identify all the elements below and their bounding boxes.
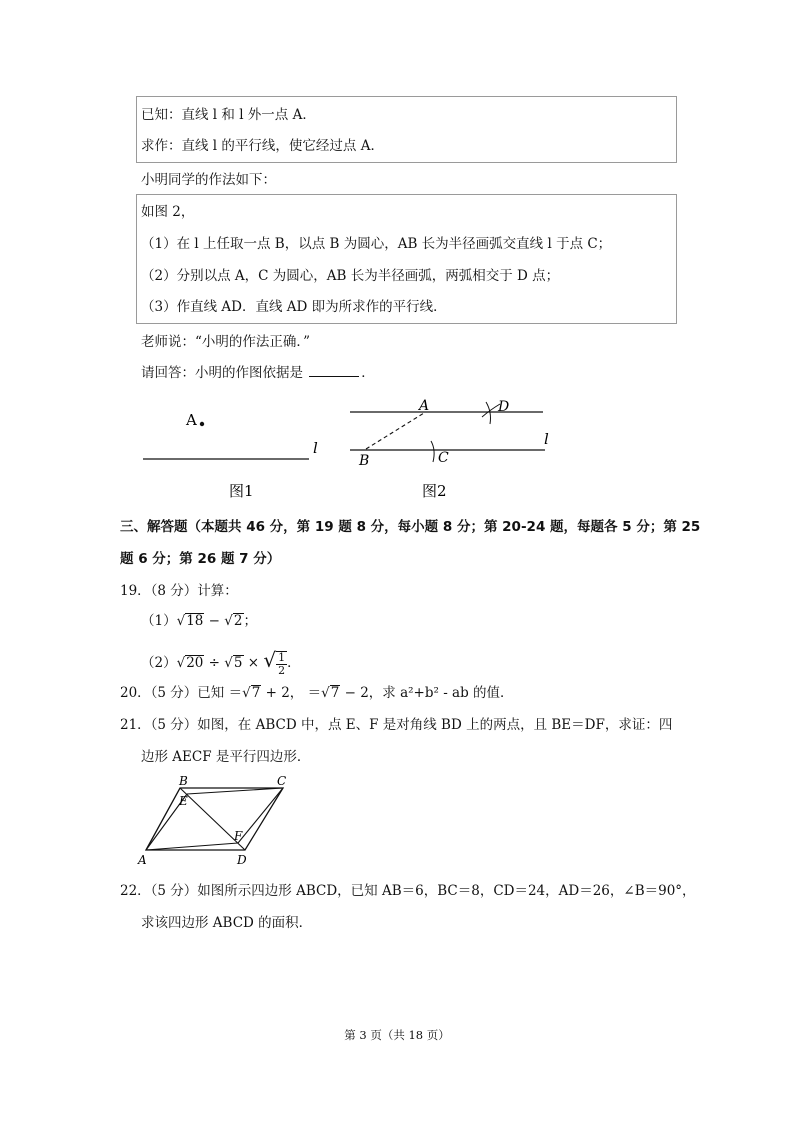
fig2-label-d: D xyxy=(498,399,510,415)
q19-part-2: （2）√20 ÷ √5 × √ $\frac{1}{2}$ ． xyxy=(141,648,301,677)
fig1-line-label: l xyxy=(313,439,318,457)
teacher-comment: 老师说：“小明的作法正确．” xyxy=(141,334,311,350)
method-line-2: （1）在 l 上任取一点 B，以点 B 为圆心，AB 长为半径画弧交直线 l 于点 C； xyxy=(141,236,612,252)
required-line: 求作：直线 l 的平行线，使它经过点 A． xyxy=(141,138,384,154)
segment-fa xyxy=(146,843,238,850)
fig2-label-a: A xyxy=(419,398,430,414)
page-footer: 第 3 页（共 18 页） xyxy=(344,1028,450,1042)
sqrt-sign: √ xyxy=(263,648,277,672)
fig1-point xyxy=(200,422,204,426)
segment-ec xyxy=(187,788,283,794)
q22-line-1: 22．（5 分）如图所示四边形 ABCD，已知 AB＝6，BC＝8，CD＝24，AD＝26，∠B＝90°， xyxy=(120,883,696,899)
sqrt-sign: √ xyxy=(224,655,233,671)
q19-stem: 19．（8 分）计算： xyxy=(120,583,238,599)
label-b: B xyxy=(179,774,188,788)
q21-line-2: 边形 AECF 是平行四边形． xyxy=(141,749,311,765)
fraction-one-half: $\frac{1}{2}$ xyxy=(278,650,286,677)
sqrt-sign: √ xyxy=(176,655,186,671)
fig2-caption: 图2 xyxy=(422,482,447,500)
parallelogram-figure xyxy=(130,772,300,870)
fig2-segment-ab xyxy=(366,413,424,449)
given-line: 已知：直线 l 和 l 外一点 A． xyxy=(141,107,316,123)
label-f: F xyxy=(234,829,243,843)
method-line-4: （3）作直线 AD．直线 AD 即为所求作的平行线． xyxy=(141,299,447,315)
question-prefix: 请回答：小明的作图依据是 xyxy=(141,365,303,381)
answer-blank xyxy=(309,364,359,377)
section-3-heading-1: 三、解答题（本题共 46 分，第 19 题 8 分，每小题 8 分；第 20-24 题，每题各 5 分；第 25 xyxy=(120,519,701,535)
sqrt-sign: √ xyxy=(321,685,330,701)
section-3-heading-2: 题 6 分；第 26 题 7 分） xyxy=(120,551,281,567)
question-suffix: ． xyxy=(361,365,375,381)
q20-text: 20．（5 分）已知 ＝√7 + 2， ＝√7 − 2，求 a²+b² - ab 的值． xyxy=(120,685,514,701)
sqrt-sign: √ xyxy=(176,613,186,629)
fig2-label-c: C xyxy=(438,450,449,466)
fig2-label-b: B xyxy=(359,453,370,469)
method-line-1: 如图 2， xyxy=(141,204,195,220)
label-e: E xyxy=(179,794,188,808)
fig1-caption: 图1 xyxy=(229,482,254,500)
segment-cf xyxy=(238,788,283,843)
label-d: D xyxy=(237,853,247,867)
sqrt-sign: √ xyxy=(242,685,251,701)
q22-line-2: 求该四边形 ABCD 的面积． xyxy=(141,915,313,931)
label-c: C xyxy=(277,774,287,788)
parallelogram-abcd xyxy=(146,788,283,850)
sqrt-sign: √ xyxy=(224,613,233,629)
figures-1-2 xyxy=(0,390,794,505)
q19-part-1: （1）√18 − √2； xyxy=(141,613,257,629)
q21-line-1: 21．（5 分）如图，在 ABCD 中，点 E、F 是对角线 BD 上的两点，且 BE＝DF，求证：四 xyxy=(120,717,673,733)
question-prompt xyxy=(141,364,375,382)
fig2-arc-c xyxy=(431,441,434,462)
label-a: A xyxy=(138,853,147,867)
fig2-label-l: l xyxy=(544,430,549,448)
intro-text: 小明同学的作法如下： xyxy=(141,172,276,188)
fig1-point-label: A xyxy=(186,411,197,429)
method-line-3: （2）分别以点 A，C 为圆心，AB 长为半径画弧，两弧相交于 D 点； xyxy=(141,268,560,284)
